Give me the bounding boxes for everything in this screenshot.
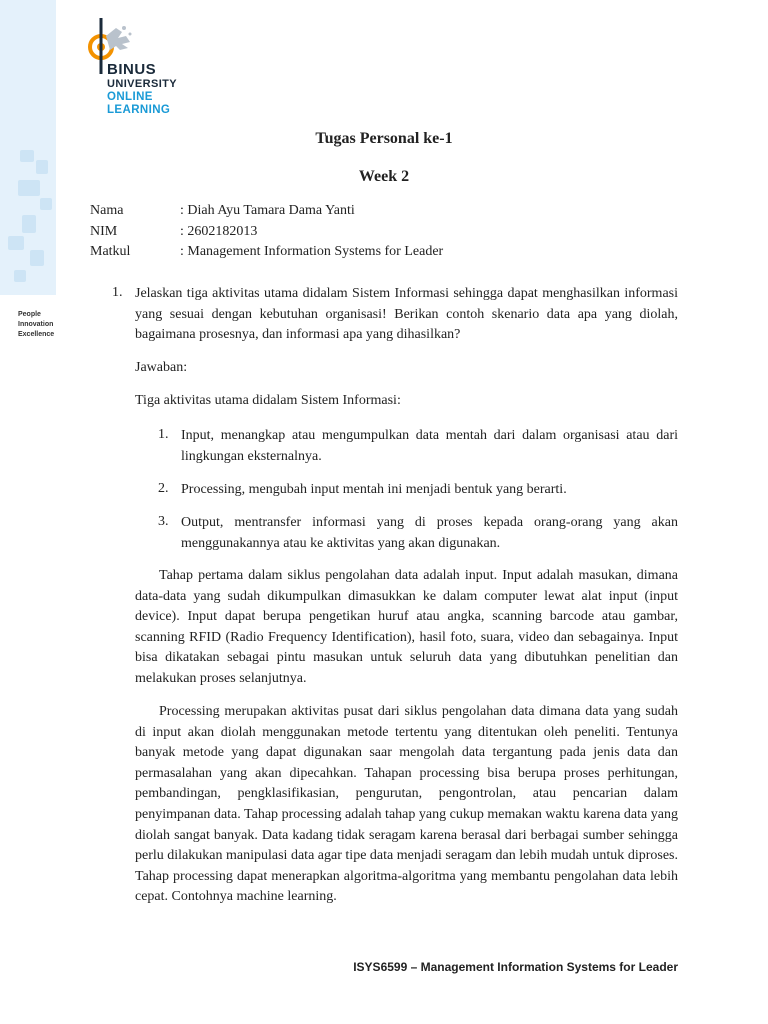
question-number: 1. [112,285,123,300]
document-title: Tugas Personal ke-1 [315,130,453,147]
logo-university: UNIVERSITY [107,78,178,90]
tagline [18,310,54,340]
activity-item: Output, mentransfer informasi yang di proses kepada orang-orang yang akan menggunakannya atau ke aktivitas yang akan digunakan. [181,515,678,551]
answer-intro: Tiga aktivitas utama didalam Sistem Informasi: [135,393,401,408]
meta-value: : Management Information Systems for Leader [180,244,444,259]
activity-number: 3. [158,514,169,529]
page-footer: ISYS6599 – Management Information Systems for Leader [353,960,678,974]
week-title: Week 2 [358,168,410,185]
activity-item: Input, menangkap atau mengumpulkan data mentah dari dalam organisasi atau dari lingkungan eksternalnya. [181,428,678,464]
logo-online: ONLINE [107,91,153,103]
activity-item: Processing, mengubah input mentah ini menjadi bentuk yang berarti. [181,482,567,497]
meta-label: NIM [90,224,118,239]
meta-value: : Diah Ayu Tamara Dama Yanti [180,203,355,218]
activity-number: 2. [158,481,169,496]
activity-number: 1. [158,427,169,442]
tagline-line: Excellence [18,331,55,338]
meta-value: : 2602182013 [180,224,258,239]
question-text: Jelaskan tiga aktivitas utama didalam Sistem Informasi sehingga dapat menghasilkan informasi yang sesuai dengan kebutuhan organisasi! Berikan contoh skenario data apa yang diolah, bagaimana prosesnya, dan informasi apa yang dihasilkan? [135,286,678,343]
logo-wordmark [107,62,177,117]
body-paragraph-input: Tahap pertama dalam siklus pengolahan data adalah input. Input adalah masukan, dimana data-data yang sudah dikumpulkan dimasukkan ke dalam computer lewat alat input (input device). Input dapat berupa pengetikan huruf atau angka, scanning barcode atau gambar, scanning RFID (Radio Frequency Identification), hasil foto, suara, video dan sebagainya. Input bisa dikatakan sebagai pintu masukan untuk seluruh data yang dibutuhkan penelitian dan melakukan proses selanjutnya. [135,568,678,686]
tagline-line: Innovation [18,321,54,328]
body-paragraph-processing: Processing merupakan aktivitas pusat dari siklus pengolahan data dimana data yang sudah di input akan diolah menggunakan metode tertentu yang ditentukan oleh peneliti. Tentunya banyak metode yang dapat digunakan saar mengolah data tergantung pada jenis data dan permasalahan yang akan dipecahkan. Tahapan processing bisa berupa proses perhitungan, pembandingan, pengklasifikasian, pengurutan, pengontrolan, atau pencarian dalam penyimpanan data. Tahap processing adalah tahap yang cukup memakan waktu karena data yang diolah sangat banyak. Data kadang tidak seragam karena berasal dari berbagai sumber sehingga perlu dilakukan manipulasi data agar tipe data menjadi seragam dan lebih mudah untuk diproses. Tahap processing dapat menerapkan algoritma-algoritma yang membantu pengolahan data lebih cepat. Contohnya machine learning. [135,704,678,905]
meta-label: Matkul [90,244,131,259]
logo-brand: BINUS [107,61,157,78]
meta-label: Nama [90,203,124,218]
logo-learning: LEARNING [107,104,171,116]
answer-label: Jawaban: [135,360,188,375]
tagline-line: People [18,311,41,318]
